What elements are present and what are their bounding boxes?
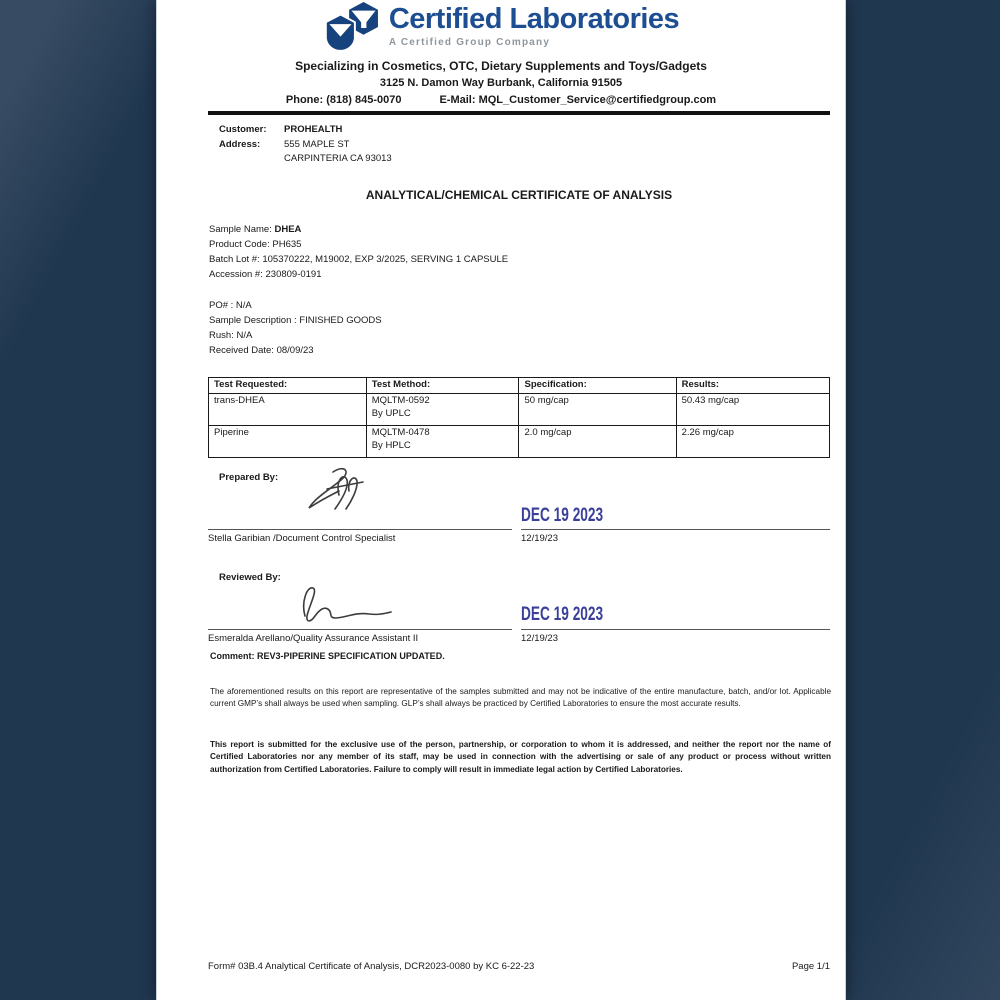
col-test-method: Test Method: — [366, 378, 519, 394]
table-row — [209, 426, 830, 458]
col-specification: Specification: — [519, 378, 676, 394]
prepared-signature — [299, 462, 385, 518]
disclaimer-legal: This report is submitted for the exclusive use of the person, partnership, or corporation to whom it is addressed, and neither the report nor the name of Certified Laboratories nor any member of its staff, may be used in connection with the advertising or sale of any product or process without written authorization from Certified Laboratories. Failure to comply will result in immediate legal action by Certified Laboratories. — [210, 740, 831, 774]
batch-lot-line: Batch Lot #: 105370222, M19002, EXP 3/2025, SERVING 1 CAPSULE — [209, 254, 509, 265]
cell-result: 2.26 mg/cap — [676, 426, 829, 458]
letterhead — [157, 2, 845, 57]
disclaimer-results: The aforementioned results on this report are representative of the samples submitted and may not be indicative of the entire manufacture, batch, and/or lot. Applicable current GMP’s shall always be used when sampling. GLP’s shall always be practiced by Certified Laboratories to ensure the most accurate results. — [210, 687, 831, 709]
product-code-line: Product Code: PH635 — [209, 239, 302, 250]
company-email: E-Mail: MQL_Customer_Service@certifiedgroup.com — [439, 94, 717, 106]
reviewed-signature-line — [208, 629, 512, 630]
comment-line: Comment: REV3-PIPERINE SPECIFICATION UPDATED. — [210, 651, 445, 661]
customer-address-line2: CARPINTERIA CA 93013 — [284, 153, 392, 164]
reviewed-date-stamp: DEC 19 2023 — [521, 604, 604, 625]
method-technique: By HPLC — [371, 439, 411, 451]
customer-address-label: Address: — [219, 138, 261, 150]
cell-method — [366, 426, 519, 458]
sample-name-label: Sample Name: — [209, 224, 275, 235]
certified-labs-logo-icon — [323, 2, 381, 57]
cell-test: trans-DHEA — [209, 394, 367, 426]
company-phone: Phone: (818) 845-0070 — [285, 94, 402, 106]
sample-description-line: Sample Description : FINISHED GOODS — [209, 315, 382, 326]
reviewed-date-line — [521, 629, 830, 630]
brand-subtitle: A Certified Group Company — [388, 37, 551, 48]
order-info-block — [209, 298, 382, 358]
company-address: 3125 N. Damon Way Burbank, California 91505 — [379, 77, 623, 89]
col-test-requested: Test Requested: — [209, 378, 367, 394]
header-divider — [208, 111, 830, 115]
sample-name-value: DHEA — [274, 224, 302, 235]
company-contact — [157, 94, 845, 106]
results-table-header-row — [209, 378, 830, 394]
customer-name: PROHEALTH — [284, 124, 343, 135]
received-date-line: Received Date: 08/09/23 — [209, 345, 314, 356]
sample-name-line — [209, 222, 508, 237]
method-code: MQLTM-0478 — [371, 427, 430, 438]
prepared-date-line — [521, 529, 830, 530]
rush-line: Rush: N/A — [209, 330, 253, 341]
method-code: MQLTM-0592 — [371, 395, 430, 406]
prepared-signature-line — [208, 529, 512, 530]
cell-spec: 2.0 mg/cap — [519, 426, 676, 458]
prepared-date: 12/19/23 — [521, 533, 558, 544]
reviewed-by-label: Reviewed By: — [219, 572, 281, 583]
cell-spec: 50 mg/cap — [519, 394, 676, 426]
reviewed-signature — [295, 580, 399, 624]
cell-method — [366, 394, 519, 426]
col-results: Results: — [676, 378, 829, 394]
document-title: ANALYTICAL/CHEMICAL CERTIFICATE OF ANALYSIS — [365, 188, 673, 202]
page-number: Page 1/1 — [791, 961, 830, 972]
cell-test: Piperine — [209, 426, 367, 458]
reviewed-name-title: Esmeralda Arellano/Quality Assurance Assistant II — [208, 633, 419, 644]
prepared-by-label: Prepared By: — [219, 472, 279, 483]
table-row — [209, 394, 830, 426]
prepared-date-stamp: DEC 19 2023 — [521, 505, 604, 526]
po-line: PO# : N/A — [209, 300, 252, 311]
sample-info-block — [209, 222, 508, 282]
accession-line: Accession #: 230809-0191 — [209, 269, 322, 280]
customer-block — [219, 123, 392, 167]
method-technique: By UPLC — [371, 407, 411, 419]
form-number: Form# 03B.4 Analytical Certificate of Analysis, DCR2023-0080 by KC 6-22-23 — [208, 961, 535, 972]
company-tagline: Specializing in Cosmetics, OTC, Dietary Supplements and Toys/Gadgets — [295, 59, 707, 73]
results-table — [208, 377, 830, 458]
reviewed-date: 12/19/23 — [521, 633, 558, 644]
brand-name: Certified Laboratories — [388, 3, 680, 35]
cell-result: 50.43 mg/cap — [676, 394, 829, 426]
customer-address-line1: 555 MAPLE ST — [284, 138, 350, 150]
prepared-name-title: Stella Garibian /Document Control Specialist — [208, 533, 396, 544]
certificate-page — [156, 0, 846, 1000]
customer-label: Customer: — [219, 124, 267, 135]
